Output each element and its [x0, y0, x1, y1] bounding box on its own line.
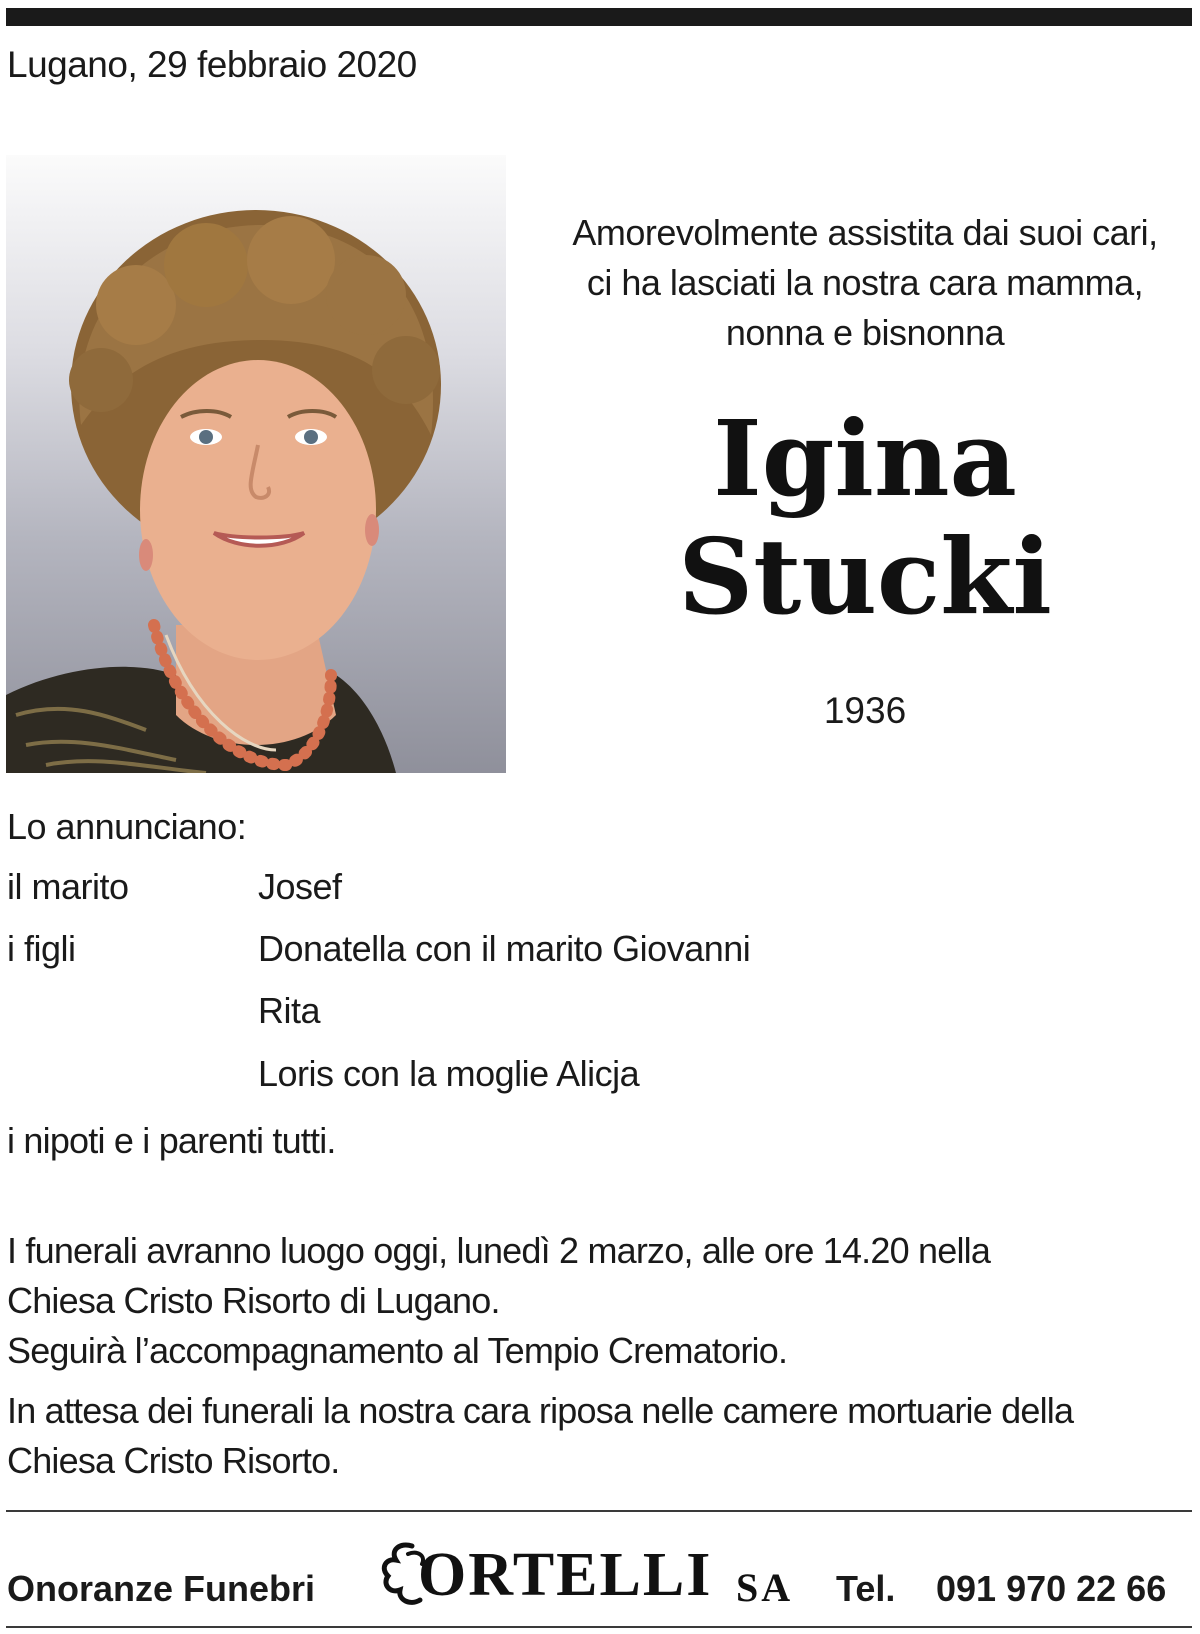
top-rule: [6, 8, 1192, 26]
announcement-heading: Lo annunciano:: [7, 806, 247, 847]
relative-name: Donatella con il marito Giovanni: [258, 928, 751, 969]
intro-line: Amorevolmente assistita dai suoi cari,: [572, 212, 1158, 253]
intro-text: [530, 208, 1200, 358]
company-logo: [378, 1536, 798, 1616]
relative-name: Rita: [258, 990, 321, 1031]
funeral-line: Seguirà l’accompagnamento al Tempio Crematorio.: [7, 1330, 788, 1371]
relative-name: Loris con la moglie Alicja: [258, 1053, 640, 1094]
funeral-line: I funerali avranno luogo oggi, lunedì 2 marzo, alle ore 14.20 nella: [7, 1230, 991, 1271]
last-name: Stucki: [678, 515, 1052, 638]
footer-rule-bottom: [6, 1626, 1192, 1628]
wake-info: [7, 1386, 1197, 1486]
footer-rule-top: [6, 1510, 1192, 1512]
relative-name: Josef: [258, 866, 342, 907]
wake-line: In attesa dei funerali la nostra cara riposa nelle camere mortuarie della: [7, 1390, 1074, 1431]
funeral-info: [7, 1226, 1197, 1376]
birth-year: 1936: [823, 690, 907, 731]
portrait-photo: [6, 155, 506, 773]
funeral-line: Chiesa Cristo Risorto di Lugano.: [7, 1280, 500, 1321]
portrait-photo-icon: [6, 155, 506, 773]
first-name: Igina: [713, 397, 1017, 520]
company-suffix: SA: [736, 1565, 794, 1610]
phone-label: Tel.: [836, 1568, 896, 1609]
footer-label: Onoranze Funebri: [7, 1568, 316, 1609]
phone-number[interactable]: 091 970 22 66: [936, 1568, 1167, 1609]
date-line: Lugano, 29 febbraio 2020: [7, 44, 417, 85]
deceased-name: [530, 397, 1200, 638]
intro-line: ci ha lasciati la nostra cara mamma,: [586, 262, 1144, 303]
intro-line: nonna e bisnonna: [725, 312, 1005, 353]
relation-label: i figli: [7, 928, 76, 969]
relation-label: il marito: [7, 866, 129, 907]
company-name: ORTELLI: [418, 1541, 713, 1609]
announcement-closing: i nipoti e i parenti tutti.: [7, 1120, 336, 1161]
wake-line: Chiesa Cristo Risorto.: [7, 1440, 340, 1481]
